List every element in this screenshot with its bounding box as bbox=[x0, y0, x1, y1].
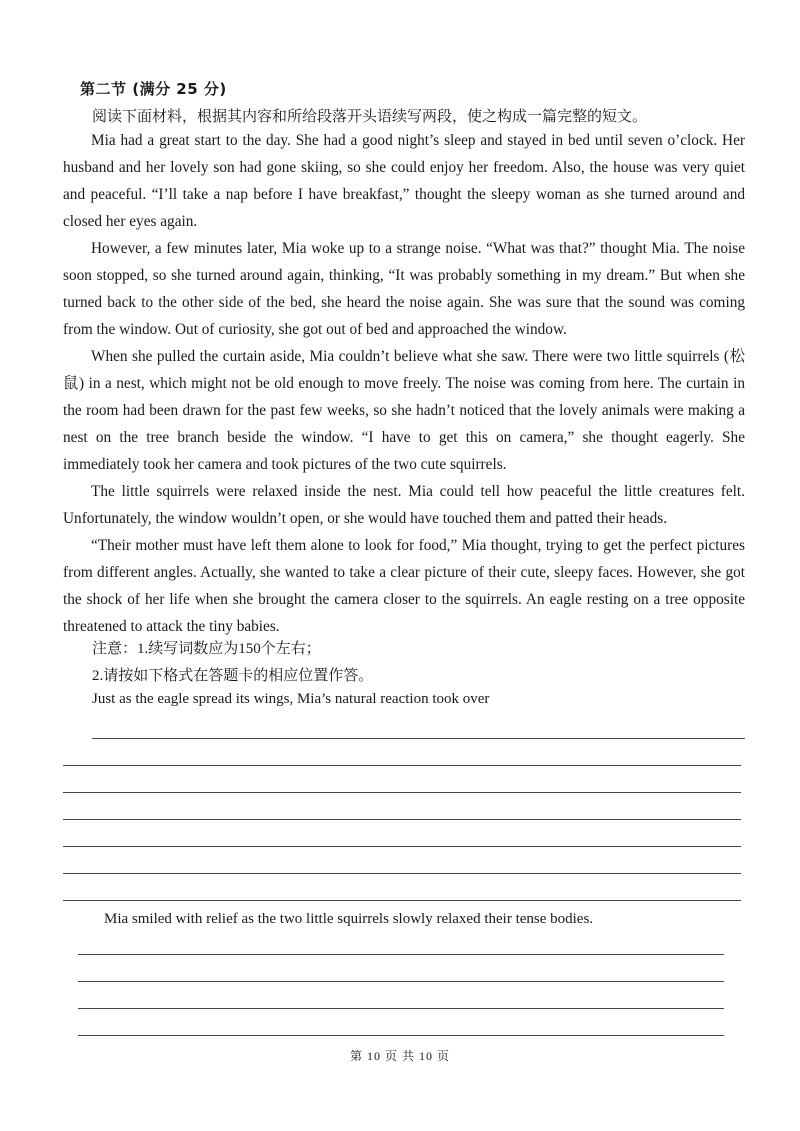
note-word-count: 注意：1.续写词数应为150个左右； bbox=[92, 641, 321, 657]
writing-line bbox=[63, 900, 741, 901]
paragraph-prompt-1: Just as the eagle spread its wings, Mia’s natural reaction took over bbox=[92, 691, 490, 707]
passage-paragraph: However, a few minutes later, Mia woke up to a strange noise. “What was that?” thought Mia. The noise soon stopped, so she turned around again, thinking, “It was probably something in my dream.” But when she turned back to the other side of the bed, she heard the noise again. She was sure that the sound was coming from the window. Out of curiosity, she got out of bed and approached the window. bbox=[63, 240, 745, 338]
writing-line bbox=[63, 765, 741, 766]
page-number: 第 10 页 共 10 页 bbox=[349, 1049, 450, 1063]
writing-line bbox=[63, 792, 741, 793]
writing-line bbox=[78, 1008, 724, 1009]
section-title: 第二节 (满分 25 分) bbox=[80, 80, 227, 98]
writing-line bbox=[78, 981, 724, 982]
reading-passage bbox=[63, 127, 745, 640]
writing-line bbox=[78, 1035, 724, 1036]
task-instruction: 阅读下面材料，根据其内容和所给段落开头语续写两段，使之构成一篇完整的短文。 bbox=[92, 109, 648, 125]
note-answer-format: 2.请按如下格式在答题卡的相应位置作答。 bbox=[92, 668, 374, 684]
writing-line bbox=[63, 846, 741, 847]
writing-line bbox=[92, 738, 745, 739]
paragraph-prompt-2: Mia smiled with relief as the two little squirrels slowly relaxed their tense bodies. bbox=[104, 911, 594, 927]
writing-line bbox=[63, 873, 741, 874]
writing-line bbox=[78, 954, 724, 955]
passage-paragraph: “Their mother must have left them alone to look for food,” Mia thought, trying to get the perfect pictures from different angles. Actually, she wanted to take a clear picture of their cute, sleepy faces. However, she got the shock of her life when she brought the camera closer to the squirrels. An eagle resting on a tree opposite threatened to attack the tiny babies. bbox=[63, 537, 745, 635]
notes bbox=[92, 636, 373, 690]
passage-paragraph: Mia had a great start to the day. She had a good night’s sleep and stayed in bed until seven o’clock. Her husband and her lovely son had gone skiing, so she could enjoy her freedom. Also, the house was very quiet and peaceful. “I’ll take a nap before I have breakfast,” thought the sleepy woman as she turned around and closed her eyes again. bbox=[63, 132, 745, 230]
writing-line bbox=[63, 819, 741, 820]
passage-paragraph: The little squirrels were relaxed inside the nest. Mia could tell how peaceful the little creatures felt. Unfortunately, the window wouldn’t open, or she would have touched them and patted their heads. bbox=[63, 483, 745, 527]
passage-paragraph: When she pulled the curtain aside, Mia couldn’t believe what she saw. There were two little squirrels (松鼠) in a nest, which might not be old enough to move freely. The noise was coming from here. The curtain in the room had been drawn for the past few weeks, so she hadn’t noticed that the lovely animals were making a nest on the tree branch beside the window. “I have to get this on camera,” she thought eagerly. She immediately took her camera and took pictures of the two cute squirrels. bbox=[63, 348, 745, 473]
